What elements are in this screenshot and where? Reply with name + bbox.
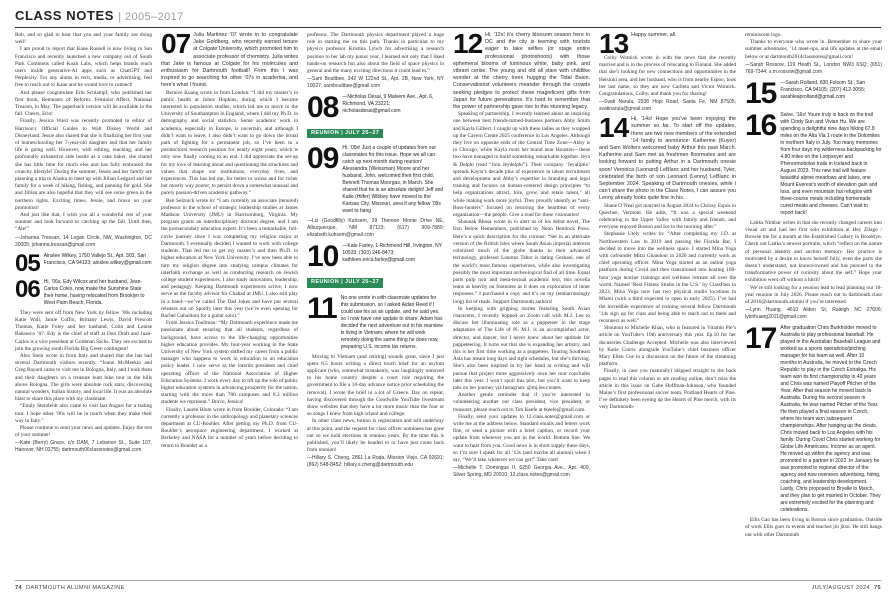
paragraph: Alex Stein wrote in from Italy and shared that she has had several Dartmouth visitors recently. “Joann McMeekin and Greg Bayard came to visit me in Bologna, Italy, and I took them and their daughters on a treasure hunt bike tour in the hills above Bologna. The girls were absolute rock stars, discovering natural wonders, Italian history, and local life. It was an absolute blast to share this place with my classmate. (15, 352, 152, 403)
paragraph: Julia Martinez ’07 wrote in to congratulate Jake Goldberg, who recently earned tenure at Colgate University, which promoted him to associate professor of chemistry. Julia writes that Jake is famous at Colgate for his molecules and enthusiasm for Dartmouth football! From this I was inspired to go searching for other ’07s in academia, and here’s what I found. (161, 32, 298, 89)
paragraph: Moving to Vietnam (and retiring) sounds great, since I just spent 8.5 hours writing a direct touch brief for an asylum applicant (who, somewhat mistakenly, was laughingly removed to his home country despite a court rule requiring the government to file a 10-day advance notice prior scheduling the removal). I wrote the brief in a lot of Greece. Day on repeat, having discovered through the Goodwille YouTube livestream show websites that they have a lot more music than the four or so songs I knew from high school and college. (307, 353, 444, 418)
footer-right (812, 585, 881, 591)
class-year-number: 16 (745, 108, 777, 142)
class-year-number: 15 (745, 76, 777, 110)
class-2015-block (745, 76, 882, 110)
paragraph: We’re still looking for a reunion lead to lead planning our 10-year reunion in July 2026. Please reach out to dartmouth.class of 2016@dartmouth.alumni if you’re interested. (745, 284, 882, 306)
class-year-number: 10 (307, 240, 339, 274)
paragraph: Latika Nimbar writes in that she recently changed careers into visual art and had her first solo exhibition at Hey Zilago / Browse me for a month at the Established Gallery in Brooklyn. Check out Latika’s newest portraits, which “reflect on the nature of personal identity and auction memory. Her practice is motivated by a desire to know herself fully, even the parts she doesn’t understand, not known/owned and has pursued to the transformative power of curiosity about the self.” Hope your exhibition went off without a hitch! (745, 219, 882, 284)
paragraph: Finally, in case you (naturally) skipped straight to the back pages to read this column or are reading online, don’t miss the article in this issue on Gabe Hoffman-Johnson, who founded Maine’s first professional soccer team, Portland Hearts of Pine. I’ve definitely been eyeing up the Hearts of Pine merch, with its very Dartmouth- (599, 368, 736, 411)
paragraph: In other class news, tuition is registration and still underway at this point, and the request for class officer nominees has gone out so we hold elections in reunion years. By the time this is published, you’ll likely be headed to or have just come back from reunion! (307, 418, 444, 454)
paragraph: Colby Womick wrote in with the news that she recently married and is in the process of relocating to Finland. She added that she’s looking for new connections and opportunities in the Helsinki area, and her husband, who is from nearby Espoo, took her last name, so they are now Cailleta and Victor Womick. Congratulations, Colby, and thank you for sharing! (599, 55, 736, 98)
magazine-name: DARTMOUTH ALUMNI MAGAZINE (25, 585, 125, 591)
paragraph: Finally, Lauren Blum wrote in from Boulder, Colorado: “I am currently a professor in the anthropology and planetary sciences department at CU-Boulder. After getting my Ph.D. from CU-Boulder’s aerospace engineering department, I worked at Berkeley and NASA for a number of years before deciding to return to Boulder as a (161, 406, 298, 449)
paragraph: “Emily Steinfeldt also came to visit last August for a tasting tour. I hope other ’06s will be in touch when they make their way to Italy.” (15, 403, 152, 424)
reunion-badge: REUNION | JULY 25–27 (307, 129, 383, 138)
column-5 (599, 32, 736, 578)
column-1 (15, 32, 152, 578)
paragraph: Hi, ’12s! It’s cherry blossom season here in DC and the city is teeming with tourists eager to take selfies (or stage entire professional photoshoots) with those ephemeral blooms of luminous white, baby pink, and vibrant cerise. The young and old all stare with childlike wonder at the cherry trees hugging the Tidal Basin. Conservationist volunteers meander through the crowds seeking pledges to protect these magnificent gifts from Japan for future generations. It’s hard to remember that the power of partnership gave rise to this stunning legacy. (453, 32, 590, 111)
paragraph: Hi, ’14s! Hope you’ve been enjoying the summer so far. To start off the updates, there are two new members of the extended ’14 family to announce: Katherine (Kuyer) and Sam Wolters welcomed baby Arthur this past March. Katherine and Sam met as freshmen floormates and are looking forward to putting Arthur in a Dartmouth onesie soon! Veronica (Leonard) LeBlanc and her husband, Tyler, celebrated the birth of son Leonard (Lenny) LeBlanc in September 2024. Speaking of Dartmouth onesies, while I can’t share the photo in the Class Notes, I can assure you Lenny already looks quite fine in his. (599, 116, 736, 202)
class-year-number: 05 (15, 249, 40, 277)
paragraph: Ellis Gao has been living in Boston since graduation. Outside of work Ellis goes to events and teaches jiu jitsu. He still hangs out with other Dartmouth (745, 517, 882, 538)
paragraph: Hi, ’06s. Edy Wilcox and her husband, Jean-Carlos Coles, now make the Sunshine State their home, having relocated from Brooklyn to West Palm Beach, Florida. (43, 278, 145, 306)
paragraph: Another gentle reminder that if you’re interested in volunteering another our class president, vice president, or treasurer, please reach out to Tim Keefe at tkeefe@gmail.com. (453, 392, 590, 413)
class-2017-block (745, 322, 882, 514)
page-footer (15, 580, 881, 596)
class-contact: Ainslee Wilkey, 1750 Vallejo St., Apt. 303, San Francisco, CA 94123; ainslee.wilkey@gmail.com (43, 252, 152, 266)
class-years: 2005–2017 (125, 11, 184, 23)
paragraph: Thanks to everyone who wrote in. Remember to share your summer adventures, ’14 meet-ups, and life updates at the email below or at dartmouth2014classnotes@gmail.com! (745, 39, 882, 60)
class-secretary-signature: —Kate (Berry) Grace, c/o DAM, 7 Lebanon St., Suite 107, Hanover, NH 03755; dartmouth06classnotes@gmail.com (15, 440, 152, 454)
paragraph: Speaking of partnership, I recently learned about an inspiring one between best friends-turned-business partners Abby Smith and Kayla Gilbert. I caught up with these ladies as they wrapped up the Cavern Create 2025 conference in Los Angeles. Although they live on opposite ends of the Central Time Zone—Abby is in Chicago, while Kayla roots her brand near Houston—these two have managed to build something remarkable together. Jeya & Delphi (read “Join Jeydelphi”). Their company ’Jeyaliptio’ spreads Kayla’s decade plus of experience in talent recruitment and development and Abby’s expertise in branding and legal training and focuses on human-centered design principles “to help organizations attract, hire, grow, and retain talent,” all while making work more joyful. They proudly identify as “anti-Boss-hunters” focused on restoring the heartbeat of every organization—the people. Give a read for these visionaries! (453, 111, 590, 219)
page-number: 75 (873, 585, 881, 591)
paragraph: Salve, ’16s! Youre truly is back on the trail with Cindy Sun and Vivian Hu. We are spending a delightful nine days hiking 67.8 miles on the Alta Via 1 route in the Dolomites in northern Italy in July. Too many memories from four days my wilderness backpacking for 4.80 miles on the Loopseyer and Phenormobolas trails in Iceland back in August 2023. This new trail will feature beautiful alpine meadows and lakes, one Mount Everest’s worth of elevation gain and loss, and even mountain hut refugios with three-course meals including homemade cured meats and cheeses. Can’t wait to report back! (780, 111, 882, 216)
class-contact: —Sarah Rolland, 830 Folsom St., San Francisco, CA 94105; (207) 412-3055; sarahleaprolland@gmail.com (780, 79, 866, 100)
class-secretary-signature: —Lynn Huang, 4610 Alden St, Raleigh NC 27606; lynnhuang2011@gmail.com (745, 307, 882, 321)
issue-date: JULY/AUGUST 2024 (811, 585, 871, 591)
reunion-badge: REUNION | JULY 25–27 (307, 278, 383, 287)
class-notes-title: CLASS NOTES (15, 8, 115, 23)
class-secretary-signature: —Michelle T. Domingue II, 6250 Georgia Ave., Apt. 409, Silver Spring, MD 20910; 12.class.notes@gmail.com (453, 465, 590, 479)
class-secretary-signature: —Sarah Rossow, 119 Heath St., London NW3 6SQ; (651) 769-7344; s.m.rossow@gmail.com (745, 61, 882, 75)
paragraph: Shoutout to Michelle Khan, who is featured in Vitamin Pie’s article on YouTube’s 10th anniversary this year. Ep.10 for her docuseries Challenge Accepted. Michelle was also interviewed by Katie Couric alongside YouTube’s chief business officer Mary Ellen Coe in a discussion on the future of the streaming platform. (599, 325, 736, 368)
paragraph: Shaunak Bhosa wrote in to alert us of his debut novel, The Iron Below Remembers, published by Neon Hemlock Press. Here’s a quick description for the curious: “Set in an alternate version of the British Isles where South Asian imperial interests colonized much of the globe thanks to their advanced technology, professor Laurenz Tabor is dating Geshani, one of the world’s most famous superheroes, while also investigating possibly the most important archeological find of all time. Equal parts pulp noir and meta-textual academic text, this novella leans as heavily on footnotes as it does on exploration of inner responses.” I purchased a copy and it’s on my (embarrassingly long) list of reads. Support Dartmouth authors! (453, 219, 590, 305)
page-header (15, 2, 881, 28)
column-6 (745, 32, 882, 578)
class-2007-block (161, 32, 298, 90)
class-year-number: 11 (307, 291, 337, 325)
paragraph: professor. The Dartmouth physics department played a huge role in starting me on this path. Thanks in particular to my physics professor Kristina Lynch for advertising a research position to her lab my junior year, I learned not only that I liked hands-on research but also about the field of space physics in general and the many exciting directions it could lead to.” (307, 32, 444, 75)
class-year-number: 17 (745, 322, 777, 356)
paragraph: From Jessica Toollman: “My Dartmouth experience made me passionate about ensuring that all students, regardless of background, have access to the life-changing opportunities higher education provides. My four-year working in the State University of New York system shifted my career from a public manager who happens to work in education to an education policy leader. I now serve as the interim president and chief operating officer of the National Association of Higher Education Systems. I work every day to lift up the role of public higher education systems in advancing prosperity for the nation, starting with the more than 700 campuses and 8.2 million students we represent.” Bravo, Jessica! (161, 320, 298, 406)
class-secretary-signature: —Liz (Goodfilly) Kuhsem, 29 Thereon Monte Drive NE, Albuquerque, NM 87123; (617) 909-7889; elizabeth.kuhsem@gmail.com (307, 218, 444, 239)
class-secretary-signature: —Sam Boultbee, 342 W 122nd St., Apt. 2B, New York, NY 10027; samboultbee@gmail.com (307, 76, 444, 90)
footer-left (15, 585, 125, 591)
class-year-number: 12 (453, 32, 483, 59)
paragraph: Rob, and so glad to hear that you and your family are doing well! (15, 32, 152, 46)
class-2009-block (307, 142, 444, 215)
class-year-number: 08 (307, 91, 339, 125)
class-2011-block (307, 291, 444, 351)
paragraph: And just like that, I wish you all a wonderful rest of your summer and look forward to catching up the fall. Until then, “Ale!” (15, 212, 152, 233)
paragraph: No one wrote in with classmate updates for this submission, so I asked Aidan Reed if I could use his as an update, and he said yes, so I now have one update to share. Adam has decided the next adventure out in his rearview is living in Vietnam, where he will work remotely doing the same thing he does now, preparing U.S. income tax returns. (340, 294, 443, 350)
column-3 (307, 32, 444, 578)
class-2006-block (15, 275, 152, 307)
paragraph: Finally, send your updates to 12.class.notes@gmail.com or write me at the address below. Standard emails and letters work fine, or send a picture with a brief caption, or record your update from wherever you are in the world. Bottom line: We want to hear from you. Good news is in short supply these days, so I’m sure I speak for all ’12s (and maybe all alumni) when I say, “We’ll take whatever we can get!” Take care! (453, 413, 590, 463)
paragraph: Hi, ’09s! Just a couple of updates from our classmates for this issue. Hope we all can catch up next month during reunion! Alessandra (Weissman) Moore and her husband, John, welcomed their first child, Bennett Thomas Moorgas, in March. She shared that he is an absolute delight! Jeff and Katie (Hilfer) Wibbey have moved to the Kansas City, Missouri, area if any fellow ’09s want to hang. (342, 145, 444, 215)
class-year-number: 13 (599, 32, 629, 55)
class-2010-block (307, 240, 444, 274)
paragraph: Ben Selznick wrote in: “I am currently an associate (tenured) professor in the school of strategic leadership studies at James Madison University (JMU) in Harrisonburg, Virginia. My program grants an interdisciplinary doctoral degree, and I am the postsecondary education expert. It’s been a remarkable, full-circle journey since I was completing my religion major at Dartmouth. I eventually decided I wanted to work with college students. That led me to get my master’s and then Ph.D. in higher education at New York University. I’ve now been able to turn my religion degree into studying campus climates for interfaith exchange as well as conducting research on Jewish college student experiences. I also study innovation, leadership, and pedagogy. Keeping Dartmouth experiences active, I now serve as the faculty advisor for Chabad at JMU. I also still play in a band—we’ve called The Dad Jokes and have put several releases out on Spotify later this year (we’re even opening for Rachel Gabaldoni for a guitar solo).” (161, 197, 298, 319)
class-secretary-signature: —Johanna Tressan, 14 Logan Circle, NW, Washington, DC 20005; johanna.tressan@gmail.com (15, 234, 152, 248)
class-year-number: 09 (307, 142, 339, 176)
paragraph: Happy summer, all. (631, 32, 677, 38)
class-2014-block (599, 116, 736, 202)
class-secretary-signature: —Svati Narula, 2938 Hopi Road, Santa Fe, NM 87505; svatinarula@gmail.com (599, 99, 736, 113)
class-2005-block (15, 249, 152, 277)
paragraph: Bernice Kuang wrote in from London: “I did my master’s in public health at Johns Hopkins, during which I became interested in population studies, which led me to move to the University of Southampton in England, where I did my Ph.D. in demography and social statistics. Some academic work in academia, especially in Europe, is uncertain, and although I didn’t want to leave, I also didn’t want to go down the brutal path of fighting for a permanent job, so I’ve been in a postdoctoral research position for nearly eight years, which is only now finally coming to an end. I did appreciate the set-up for my love of learning about and questioning the structures and values that shape our institutions, everyday lives, and experiences. This has led me, for better or worse and for richer but mostly way poorer, to persist down a somewhat unusual and purely passion-driven academic pathway.” (161, 89, 298, 197)
page-number: 74 (15, 585, 23, 591)
paragraph: In keeping with gripping stories featuring South Asian characters, I recently hopped on Zoom call with M.J. Lee to discuss her illuminating role as a puppeteer in the stage adaptation of The Life of Pi. M.J. is an accomplished actor, director, and dancer, but I never knew about her aptitude for puppeteering. It turns out that she is expanding her artistry, and this is her first time working as a puppeteer. Touring Southeast Asia has meant long days and tight schedules, but she’s thriving. She’s also been inspired to try her hand at writing and will pursue that project more aggressively once her tour concludes later this year. I won’t spoil this plot, but you’ll want to keep tabs on her journey via Instagram: @mj.lee.creates. (453, 305, 590, 391)
class-contact: —Nicholas Desai, 9 Malvern Ave., Apt. 6, Richmond, VA 23221; nicholasdesai@gmail.com (342, 94, 434, 115)
paragraph: They were sent off from New York by fellow ’06s including Katie Wall, Jamie Coffin, Brittany Lewis, David Prescott Thomas, Katie Foley and her husband, Colin and Lenise Bañsesco ’07. Edy is the chief of staff at Don Draft and Juan-Carlos is a vice president at Goldman Sachs. They are excited to join the growing south Florida Big Green contingent! (15, 309, 152, 352)
paragraph: Finally, Jessica Ward was recently promoted to editor of Harrison's Official Guides to Walt Disney World and Disneyland. Jessie also shared that she is finalizing her first year of homeschooling her 7-year-old daughter and that her family life is going well. However, with editing, teaching, and her profoundly exhaustive side hustle as a cake baker, she shared she has little time for much else and has fully embraced the crunchy lifestyle! During the summer, Jessie and her family are planning a trip to Alaska to meet up with Jillian Ledgard and her family for a week of hiking, fishing, and panning for gold. She and Jillian are also hopeful that they will see some green in the northern lights. Exciting times, Jessie, and bravo on your promotion! (15, 118, 152, 211)
paragraph: reminiscent logo. (745, 32, 782, 38)
class-2016-block (745, 108, 882, 217)
paragraph: Please continue to send your news and updates. Enjoy the rest of your summer! (15, 424, 152, 439)
class-year-number: 06 (15, 275, 40, 303)
class-2013-block (599, 32, 736, 55)
class-secretary-signature: —Hillary S. Cheng, 2861 La Roda, Mission Viejo, CA 92691; (862) 548-8452; hillary.s.cheng@dartmouth.edu (307, 455, 444, 469)
column-4 (453, 32, 590, 578)
section-title: CLASS NOTES | 2005–2017 (15, 8, 184, 23)
class-2012-block (453, 32, 590, 111)
paragraph: And please congratulate Erin Schlampf, who published her first book, Remnants of Reform: Feminist Affect, National Treason, in May. The paperback version will be available in the fall. Cheers, Erin! (15, 89, 152, 118)
column-2 (161, 32, 298, 578)
class-2008-block (307, 91, 444, 125)
paragraph: Stephanie Utely writes in: “After completing my J.D. at Northwestern Law in 2019 and passing the Florida Bar, I decided to move into the wellness space. I started Mina Yoga with cofounder Mitzi Ghandour in 2020 and currently work as chief operating officer. Mina Yoga started as an online yoga platform during Covid and then transitioned into hosting 100-hour yoga teacher trainings and wellness retreats all over the world. Named ‘Best Fitness Studio in the U.S.’ by ClassPass in 2023, Mina Yoga now has two physical studio locations in Miami (with a third expected to open in early 2025). I’ve had the incredible experience of training several fellow Dartmouth ’14s sign up for class and being able to reach out to them and reconnect as well.” (599, 231, 736, 324)
class-year-number: 07 (161, 32, 191, 59)
paragraph: Shane O’Neal got married in August 2024 to Chrissy Espos in Quechee, Vermont. He adds, “It was a special weekend celebrating in the Upper Valley with family and friends, and everyone enjoyed Boston and Ice in the morning after.” (599, 202, 736, 231)
paragraph: After graduation Chris Burkholder moved to Australia to play professional baseball. He played in the Australian Baseball League and worked as a sports operations/pitching manager for his team as well. After 10 months in Australia, he moved to the Czech Republic to play in the Czech Extraliga. His team won its first championship in 40 years and Chris was named Playoff Pitcher of the Year. After that season he moved back to Australia. During his second season in Australia, he was named Pitcher of the Year. He then played a final season in Czech, where his team won subsequent championships. After hanging up the cleats, Chris moved back to Los Angeles with his family. During Covid Chris started working for Globe Life Americans. Income as an agent. He moved up within the agency and was promoted to a partner in 2022. In January he was promoted to regional director of the agency and now oversees advertising, hiring, coaching, and leadership development. Lastly, Chris proposed to Bryelle in March, and they plan to get married in October. They are extremely excited for the planning and celebrations. (780, 325, 881, 514)
class-contact: —Kate Farley, 1 Richmond Hill, Irvington, NY 10533; (303) 246-8473; kathleen.erica.farley@gmail.com (342, 243, 442, 264)
paragraph: I am proud to report that Kane Russell is now living in San Francisco and recently launched a new company out of South Park Commons called Koah Labs, which helps brands reach users inside generative-AI apps such as ChatGPT and Perplexity. For any alums in tech, media, or advertising, feel free to reach out to Kane and he would love to connect! (15, 46, 152, 89)
class-year-number: 14 (599, 116, 629, 144)
